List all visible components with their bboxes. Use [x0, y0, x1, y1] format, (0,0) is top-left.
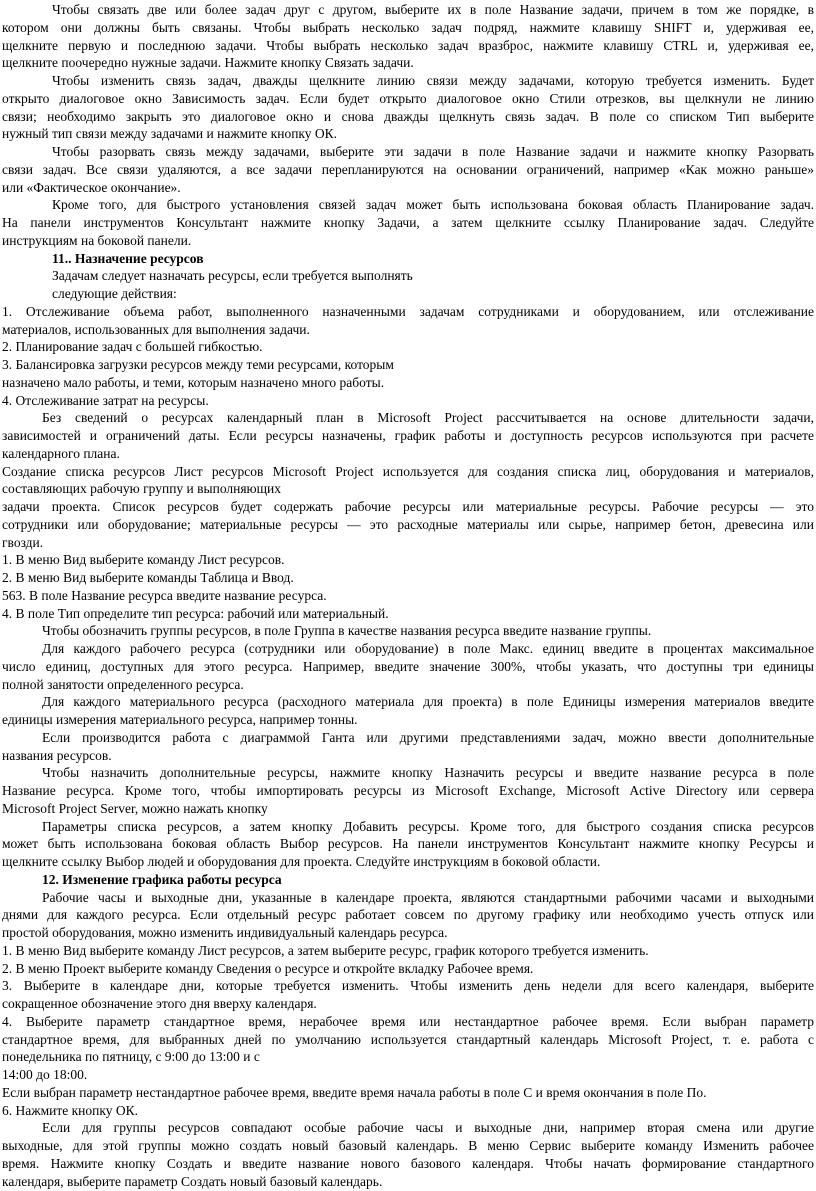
- text-line: Для каждого рабочего ресурса (сотрудники или оборудование) в поле Макс. единиц введите в процентах максимальное: [42, 641, 814, 656]
- text-line: Microsoft Project Server, можно нажать кнопку: [2, 800, 268, 816]
- text-line: 2. Планирование задач с большей гибкостью.: [2, 339, 263, 355]
- text-line: Кроме того, для быстрого установления связей задач может быть использована боковая область Планирование задач.: [52, 197, 814, 213]
- text-line: открыто диалоговое окно Зависимость задач. Если будет открыто диалоговое окно Стили отрезков, вы щелкнули не линию: [2, 90, 814, 106]
- text-line: 1. Отслеживание объема работ, выполненного назначенными задачам сотрудниками и оборудованием, или отслеживание: [2, 303, 814, 319]
- text-line: Задачам следует назначать ресурсы, если требуется выполнять: [52, 268, 413, 284]
- text-line: 1. В меню Вид выберите команду Лист ресурсов.: [2, 552, 285, 568]
- text-line: Чтобы связать две или более задач друг с другом, выберите их в поле Название задачи, причем в том же порядке, в: [52, 2, 814, 17]
- text-line: материалов, использованных для выполнения задачи.: [2, 321, 310, 337]
- text-line: сотрудники или оборудование; материальные ресурсы — это расходные материалы или сырье, например бетон, древесина или: [2, 516, 814, 532]
- text-line: днями для каждого ресурса. Если отдельный ресурс работает совсем по другому графику или необходимо учесть отпуск или: [2, 907, 814, 923]
- text-line: Параметры списка ресурсов, а затем кнопку Добавить ресурсы. Кроме того, для быстрого создания списка ресурсов: [42, 818, 814, 834]
- text-line: выходные, для этой группы можно создать новый базовый календарь. В меню Сервис выберите команду Изменить рабочее: [2, 1138, 814, 1153]
- text-line: Рабочие часы и выходные дни, указанные в календаре проекта, являются стандартными рабочими часами и выходными: [42, 889, 814, 905]
- text-line: 3. Выберите в календаре дни, которые требуется изменить. Чтобы изменить день недели для всего календаря, выберите: [2, 978, 814, 994]
- text-line: Если производится работа с диаграммой Ганта или другими представлениями задач, можно ввести дополнительные: [42, 729, 814, 745]
- text-line: 1. В меню Вид выберите команду Лист ресурсов, а затем выберите ресурс, график которого требуется изменить.: [2, 942, 649, 958]
- text-line: связи задач. Все связи удаляются, а все задачи перепланируются на основании ограничений, например «Как можно раньше»: [2, 161, 814, 177]
- text-line: число единиц, доступных для этого ресурса. Например, введите значение 300%, чтобы указать, что доступны три единицы: [2, 658, 814, 674]
- text-line: Если для группы ресурсов совпадают особые рабочие часы и выходные дни, например вторая смена или другие: [42, 1120, 814, 1136]
- text-line: нужный тип связи между задачами и нажмите кнопку ОК.: [2, 126, 338, 142]
- text-line: календарного плана.: [2, 445, 120, 461]
- text-line: 4. В поле Тип определите тип ресурса: рабочий или материальный.: [2, 605, 389, 621]
- text-line: названия ресурсов.: [2, 747, 112, 763]
- text-line: Чтобы назначить дополнительные ресурсы, нажмите кнопку Назначить ресурсы и введите название ресурса в поле: [42, 765, 814, 781]
- text-line: щелкните ссылку Выбор людей и оборудования для проекта. Следуйте инструкциям в боковой области.: [2, 854, 601, 869]
- text-line: котором они должны быть связаны. Чтобы выбрать несколько задач подряд, нажмите клавишу SHIFT и, удерживая ее,: [2, 19, 814, 35]
- text-line: Если выбран параметр нестандартное рабочее время, введите время начала работы в поле С и время окончания в поле По.: [2, 1084, 707, 1100]
- text-line: Для каждого материального ресурса (расходного материала для проекта) в поле Единицы измерения материалов введите: [42, 694, 814, 710]
- section-heading: 12. Изменение графика работы ресурса: [42, 871, 282, 887]
- text-line: составляющих рабочую группу и выполняющих: [2, 481, 282, 497]
- text-line: или «Фактическое окончание».: [2, 179, 181, 195]
- text-line: может быть использована боковая область Выбор ресурсов. На панели инструментов Консультант нажмите кнопку Ресурсы и: [2, 836, 814, 852]
- text-line: 563. В поле Название ресурса введите название ресурса.: [2, 587, 327, 603]
- text-line: 6. Нажмите кнопку ОК.: [2, 1102, 138, 1118]
- text-line: На панели инструментов Консультант нажмите кнопку Задачи, а затем щелкните ссылку Планирование задач. Следуйте: [2, 215, 814, 230]
- text-line: стандартное время, для выбранных дней по умолчанию используется стандартный календарь Microsoft Project, т. е. работа с: [2, 1031, 814, 1047]
- text-line: Чтобы разорвать связь между задачами, выберите эти задачи в поле Название задачи и нажмите кнопку Разорвать: [52, 144, 814, 159]
- text-line: понедельника по пятницу, с 9:00 до 13:00 и с: [2, 1049, 260, 1065]
- text-line: 2. В меню Проект выберите команду Сведения о ресурсе и откройте вкладку Рабочее время.: [2, 960, 534, 976]
- text-line: 3. Балансировка загрузки ресурсов между теми ресурсами, которым: [2, 357, 394, 372]
- text-line: щелкните первую и последнюю задачи. Чтобы выбрать несколько задач вразброс, нажмите клавишу CTRL и, удерживая ее,: [2, 37, 814, 53]
- text-line: назначено мало работы, и теми, которым назначено много работы.: [2, 374, 385, 390]
- text-line: календаря, выберите параметр Создать новый базовый календарь.: [2, 1173, 383, 1189]
- section-heading: 11.. Назначение ресурсов: [52, 250, 204, 266]
- text-line: 4. Выберите параметр стандартное время, нерабочее время или нестандартное рабочее время. Если выбран параметр: [2, 1013, 814, 1029]
- text-line: задачи проекта. Список ресурсов будет содержать рабочие ресурсы или материальные ресурсы. Рабочие ресурсы — это: [2, 499, 814, 514]
- text-line: следующие действия:: [52, 286, 177, 301]
- text-line: инструкциям на боковой панели.: [2, 232, 192, 248]
- text-line: полной занятости определенного ресурса.: [2, 676, 244, 692]
- text-line: Название ресурса. Кроме того, чтобы импортировать ресурсы из Microsoft Exchange, Microsoft Active Directory или сервера: [2, 783, 814, 798]
- text-line: время. Нажмите кнопку Создать и введите название нового базового календаря. Чтобы начать формирование стандартного: [2, 1155, 814, 1171]
- text-line: гвозди.: [2, 534, 44, 550]
- text-line: связи; необходимо закрыть это диалоговое окно и снова дважды щелкнуть связь задач. В поле со списком Тип выберите: [2, 108, 814, 124]
- text-line: Создание списка ресурсов Лист ресурсов Microsoft Project используется для создания списка лиц, оборудования и материалов,: [2, 463, 814, 479]
- text-line: сокращенное обозначение этого дня вверху календаря.: [2, 996, 317, 1011]
- text-line: Без сведений о ресурсах календарный план в Microsoft Project рассчитывается на основе длительности задачи,: [42, 410, 814, 426]
- text-line: зависимостей и ограничений даты. Если ресурсы назначены, график работы и доступность ресурсов используются при расчете: [2, 428, 814, 443]
- text-line: 14:00 до 18:00.: [2, 1067, 88, 1082]
- text-line: Чтобы обозначить группы ресурсов, в поле Группа в качестве названия ресурса введите название группы.: [42, 623, 652, 639]
- text-line: 4. Отслеживание затрат на ресурсы.: [2, 392, 209, 408]
- text-line: простой оборудования, можно изменить индивидуальный календарь ресурса.: [2, 925, 448, 940]
- text-line: 2. В меню Вид выберите команды Таблица и Ввод.: [2, 570, 294, 585]
- text-line: щелкните поочередно нужные задачи. Нажмите кнопку Связать задачи.: [2, 55, 414, 71]
- text-line: единицы измерения материального ресурса, например тонны.: [2, 712, 358, 727]
- text-line: Чтобы изменить связь задач, дважды щелкните линию связи между задачами, которую требуется изменить. Будет: [52, 73, 814, 88]
